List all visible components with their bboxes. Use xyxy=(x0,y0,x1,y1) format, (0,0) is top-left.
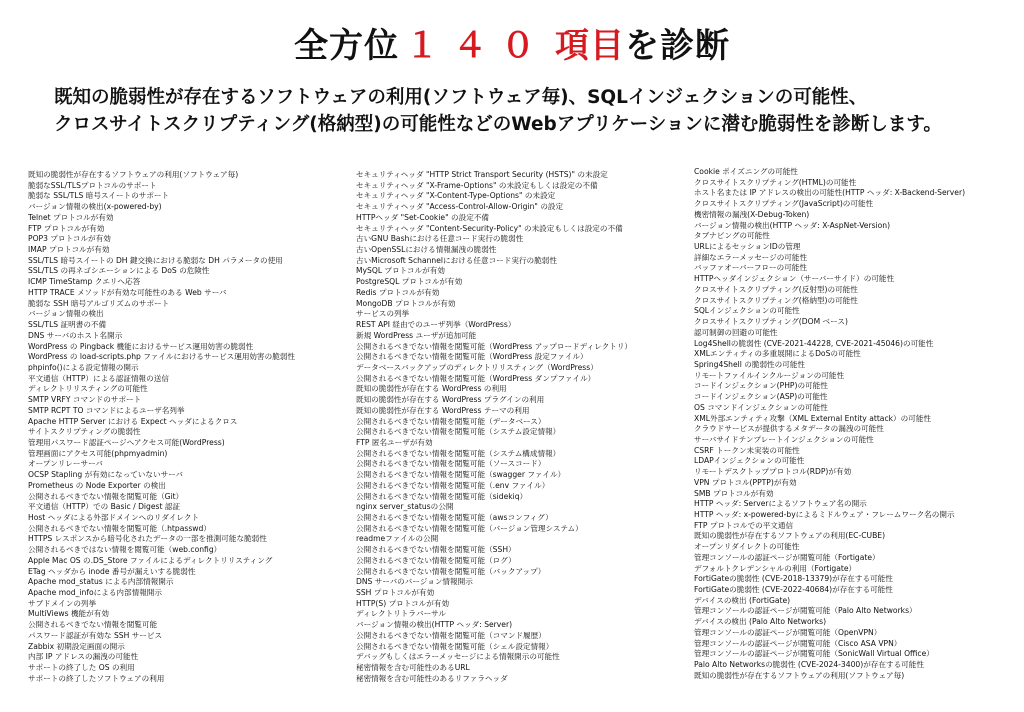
check-item: 詳細なエラーメッセージの可能性 xyxy=(694,252,808,262)
title-item-count: １４０ xyxy=(405,26,549,66)
check-item-list-column-3 xyxy=(694,167,1004,682)
check-item: 古いMicrosoft Schannelにおける任意コード実行の脆弱性 xyxy=(356,255,557,265)
check-item: readmeファイルの公開 xyxy=(356,534,439,544)
check-item: バージョン情報の検出(HTTP ヘッダ: Server) xyxy=(356,620,513,630)
check-item: デバイスの検出 (Palo Alto Networks) xyxy=(694,617,827,627)
check-item: 公開されるべきでない情報を閲覧可能（WordPress アップロードディレクトリ） xyxy=(356,341,633,351)
check-item: ディレクトリトラバーサル xyxy=(356,609,446,619)
check-item: 管理コンソールの認証ページが閲覧可能（OpenVPN） xyxy=(694,627,882,637)
check-item: オープンリレーサーバ xyxy=(28,459,103,469)
check-item: REST API 経由でのユーザ列挙（WordPress） xyxy=(356,320,516,330)
check-item: DNS サーバのバージョン情報開示 xyxy=(356,577,473,587)
check-item: サブドメインの列挙 xyxy=(28,598,97,608)
check-item: MySQL プロトコルが有効 xyxy=(356,266,445,276)
check-item: サイトスクリプティングの脆弱性 xyxy=(28,427,141,437)
check-item: 公開されるべきでない情報を閲覧可能（ソースコード） xyxy=(356,459,546,469)
check-item: 公開されるべきでない情報を閲覧可能（ログ） xyxy=(356,555,516,565)
check-item: HTTP TRACE メソッドが有効な可能性のある Web サーバ xyxy=(28,287,227,297)
check-item: Apache mod_infoによる内部情報開示 xyxy=(28,588,162,598)
check-item: Apache mod_status による内部情報開示 xyxy=(28,577,174,587)
check-item: バージョン情報の検出(HTTP ヘッダ: X-AspNet-Version) xyxy=(694,220,891,230)
check-item: 公開されるべきでない情報を閲覧可能（Git） xyxy=(28,491,184,501)
check-item: 公開されるべきでない情報を閲覧可能（コマンド履歴） xyxy=(356,630,546,640)
check-item: WordPress の Pingback 機能におけるサービス運用妨害の脆弱性 xyxy=(28,341,254,351)
check-item: 管理コンソールの認証ページが閲覧可能（Cisco ASA VPN） xyxy=(694,638,902,648)
check-item: 公開されるべきでない情報を閲覧可能（バックアップ） xyxy=(356,566,546,576)
check-item: サポートの終了したソフトウェアの利用 xyxy=(28,673,165,683)
check-item: SMB プロトコルが有効 xyxy=(694,488,774,498)
check-item: SQLインジェクションの可能性 xyxy=(694,306,800,316)
check-item: FortiGateの脆弱性 (CVE-2018-13379)が存在する可能性 xyxy=(694,574,893,584)
check-item: 既知の脆弱性が存在するソフトウェアの利用(ソフトウェア毎) xyxy=(28,170,239,179)
check-item: 公開されるべきでない情報を閲覧可能（システム構成情報） xyxy=(356,448,561,458)
check-item: クロスサイトスクリプティング(格納型)の可能性 xyxy=(694,295,858,305)
check-item: 管理用パスワード認証ページへアクセス可能(WordPress) xyxy=(28,437,225,447)
check-item: DNS サーバのホスト名開示 xyxy=(28,330,123,340)
check-item: クラウドサービスが提供するメタデータの漏洩の可能性 xyxy=(694,424,884,434)
description-line-2: クロスサイトスクリプティング(格納型)の可能性などのWebアプリケーションに潜む脆弱性を診断します。 xyxy=(54,114,942,135)
check-item: 管理コンソールの認証ページが閲覧可能（Fortigate） xyxy=(694,552,880,562)
check-item: セキュリティヘッダ "Content-Security-Policy" の未設定もしくは設定の不備 xyxy=(356,223,623,233)
description xyxy=(54,84,1014,138)
check-item: OS コマンドインジェクションの可能性 xyxy=(694,402,828,412)
check-item: オープンリダイレクトの可能性 xyxy=(694,542,800,552)
check-item: 公開されるべきではない情報を閲覧可能（web.config） xyxy=(28,545,222,555)
check-item: Palo Alto Networksの脆弱性 (CVE-2024-3400)が存在する可能性 xyxy=(694,660,924,670)
check-item: サーバサイドテンプレートインジェクションの可能性 xyxy=(694,434,874,444)
check-item: 内部 IP アドレスの漏洩の可能性 xyxy=(28,652,139,662)
title-items-word: 項目 xyxy=(555,26,625,66)
check-item: クロスサイトスクリプティング(JavaScript)の可能性 xyxy=(694,199,874,209)
check-item: XMLエンティティの多重展開によるDoSの可能性 xyxy=(694,349,861,359)
check-item: nginx server_statusの公開 xyxy=(356,502,454,512)
check-item: 公開されるべきでない情報を閲覧可能（awsコンフィグ） xyxy=(356,513,553,522)
check-item: POP3 プロトコルが有効 xyxy=(28,234,111,244)
check-item: 平文通信（HTTP）による認証情報の送信 xyxy=(28,373,169,383)
check-item: WordPress の load-scripts.php ファイルにおけるサービス運用妨害の脆弱性 xyxy=(28,352,296,362)
check-item: ICMP TimeStamp クエリへ応答 xyxy=(28,277,141,287)
check-item: 認可制御の回避の可能性 xyxy=(694,327,778,337)
check-item: バッファオーバーフローの可能性 xyxy=(694,263,807,273)
check-item: 平文通信（HTTP）での Basic / Digest 認証 xyxy=(28,502,181,512)
check-item: 秘密情報を含む可能性のあるリファラヘッダ xyxy=(356,673,508,683)
check-item: 公開されるべきでない情報を閲覧可能（.htpasswd） xyxy=(28,523,211,533)
check-item: HTTPヘッダ "Set-Cookie" の設定不備 xyxy=(356,212,489,222)
check-item: Cookie ポイズニングの可能性 xyxy=(694,167,798,176)
check-item: セキュリティヘッダ "X-Frame-Options" の未設定もしくは設定の不備 xyxy=(356,180,598,190)
check-item: MongoDB プロトコルが有効 xyxy=(356,298,456,308)
check-item: SMTP VRFY コマンドのサポート xyxy=(28,395,142,405)
title-prefix: 全方位 xyxy=(294,26,399,66)
check-item: デバイスの検出 (FortiGate) xyxy=(694,595,791,605)
check-item: パスワード認証が有効な SSH サービス xyxy=(28,630,163,640)
check-item: コードインジェクション(ASP)の可能性 xyxy=(694,392,828,402)
check-item: 既知の脆弱性が存在する WordPress の利用 xyxy=(356,384,507,394)
check-item: OCSP Stapling が有効になっていないサーバ xyxy=(28,470,183,480)
check-item: セキュリティヘッダ "Access-Control-Allow-Origin" の設定 xyxy=(356,202,564,212)
check-item: 公開されるべきでない情報を閲覧可能（データベース） xyxy=(356,416,546,426)
check-item: Apache HTTP Server における Expect ヘッダによるクロス xyxy=(28,416,238,426)
check-item: 公開されるべきでない情報を閲覧可能 xyxy=(28,620,158,630)
check-item: HTTPヘッダインジェクション（サーバーサイド）の可能性 xyxy=(694,274,895,284)
check-item: ディレクトリリスティングの可能性 xyxy=(28,384,148,394)
check-item: 新規 WordPress ユーザが追加可能 xyxy=(356,330,477,340)
check-item: クロスサイトスクリプティング(HTML)の可能性 xyxy=(694,177,857,187)
check-item: 既知の脆弱性が存在するソフトウェアの利用(EC-CUBE) xyxy=(694,531,886,541)
check-item: 脆弱な SSH 暗号アルゴリズムのサポート xyxy=(28,298,170,308)
check-item: SSL/TLS 証明書の不備 xyxy=(28,320,107,330)
check-item: 秘密情報を含む可能性のあるURL xyxy=(356,663,470,673)
check-item: 管理コンソールの認証ページが閲覧可能（SonicWall Virtual Office） xyxy=(694,649,934,659)
check-item: SMTP RCPT TO コマンドによるユーザ名列挙 xyxy=(28,405,185,415)
check-item: 管理コンソールの認証ページが閲覧可能（Palo Alto Networks） xyxy=(694,606,917,616)
check-item: URLによるセッションIDの管理 xyxy=(694,242,801,252)
check-item: 公開されるべきでない情報を閲覧可能（sidekiq） xyxy=(356,491,528,501)
check-item: リモートファイルインクルージョンの可能性 xyxy=(694,370,845,380)
check-item: データベースバックアップのディレクトリリスティング（WordPress） xyxy=(356,362,598,372)
check-item: 脆弱な SSL/TLS 暗号スイートのサポート xyxy=(28,191,170,201)
check-item: SSH プロトコルが有効 xyxy=(356,588,435,598)
check-item: FTP 匿名ユーザが有効 xyxy=(356,437,433,447)
check-item: IMAP プロトコルが有効 xyxy=(28,245,110,255)
check-item: 公開されるべきでない情報を閲覧可能（swagger ファイル） xyxy=(356,470,566,480)
check-item: CSRF トークン未実装の可能性 xyxy=(694,445,800,455)
check-item: デバッグもしくはエラーメッセージによる情報開示の可能性 xyxy=(356,652,560,662)
description-line-1: 既知の脆弱性が存在するソフトウェアの利用(ソフトウェア毎)、SQLインジェクションの可能性、 xyxy=(54,87,868,108)
check-item: FTP プロトコルが有効 xyxy=(28,223,105,233)
check-item: 既知の脆弱性が存在する WordPress プラグインの利用 xyxy=(356,395,545,405)
check-item: Spring4Shell の脆弱性の可能性 xyxy=(694,359,806,369)
check-item: サポートの終了した OS の利用 xyxy=(28,663,135,673)
check-item: 公開されるべきでない情報を閲覧可能（.env ファイル） xyxy=(356,480,550,490)
check-item: HTTP ヘッダ: Serverによるソフトウェア名の開示 xyxy=(694,499,867,509)
check-item: 公開されるべきでない情報を閲覧可能（シェル設定情報） xyxy=(356,641,554,651)
page-title xyxy=(0,18,1024,67)
check-item: Telnet プロトコルが有効 xyxy=(28,212,114,222)
check-item: デフォルトクレデンシャルの利用（Fortigate） xyxy=(694,563,857,573)
check-item: 既知の脆弱性が存在するソフトウェアの利用(ソフトウェア毎) xyxy=(694,670,905,680)
check-item: 公開されるべきでない情報を閲覧可能（WordPress 設定ファイル） xyxy=(356,352,588,362)
check-item: PostgreSQL プロトコルが有効 xyxy=(356,277,463,287)
check-item: 脆弱なSSL/TLSプロトコルのサポート xyxy=(28,180,157,190)
check-item: Zabbix 初期設定画面の開示 xyxy=(28,641,125,651)
check-item: 公開されるべきでない情報を閲覧可能（システム設定情報） xyxy=(356,427,561,437)
check-item: MultiViews 機能が有効 xyxy=(28,609,109,619)
check-item: Redis プロトコルが有効 xyxy=(356,287,440,297)
check-item: Log4Shellの脆弱性 (CVE-2021-44228, CVE-2021-45046)の可能性 xyxy=(694,338,934,348)
check-item: SSL/TLS 暗号スイートの DH 鍵交換における脆弱な DH パラメータの使用 xyxy=(28,255,283,265)
check-item: HTTP(S) プロトコルが有効 xyxy=(356,598,450,608)
check-item: クロスサイトスクリプティング(DOM ベース) xyxy=(694,317,848,327)
check-item: Prometheus の Node Exporter の検出 xyxy=(28,480,166,490)
check-item: phpinfo()による設定情報の開示 xyxy=(28,362,139,372)
check-item: 公開されるべきでない情報を閲覧可能（バージョン管理システム） xyxy=(356,523,583,533)
check-item: SSL/TLS の再ネゴシエーションによる DoS の危険性 xyxy=(28,266,210,276)
check-item: HTTPS レスポンスから暗号化されたデータの一部を推測可能な脆弱性 xyxy=(28,534,267,544)
check-item: タブナビングの可能性 xyxy=(694,231,770,241)
check-item: LDAPインジェクションの可能性 xyxy=(694,456,805,466)
check-item: 古いOpenSSLにおける情報漏洩の脆弱性 xyxy=(356,245,497,255)
title-suffix: を診断 xyxy=(625,26,730,66)
check-item: FTP プロトコルでの平文通信 xyxy=(694,520,794,530)
check-item: 機密情報の漏洩(X-Debug-Token) xyxy=(694,209,810,219)
check-item: セキュリティヘッダ "X-Content-Type-Options" の未設定 xyxy=(356,191,556,201)
check-item: VPN プロトコル(PPTP)が有効 xyxy=(694,477,797,487)
check-item: サービスの列挙 xyxy=(356,309,410,319)
check-item: FortiGateの脆弱性 (CVE-2022-40684)が存在する可能性 xyxy=(694,585,893,595)
check-item: 古いGNU Bashにおける任意コード実行の脆弱性 xyxy=(356,234,524,244)
check-item: Host ヘッダによる外部ドメインへのリダイレクト xyxy=(28,513,200,522)
check-item: クロスサイトスクリプティング(反射型)の可能性 xyxy=(694,284,858,294)
check-item: ETag ヘッダから inode 番号が漏えいする脆弱性 xyxy=(28,566,196,576)
check-item-list-column-1 xyxy=(28,170,328,685)
check-item: コードインジェクション(PHP)の可能性 xyxy=(694,381,828,391)
check-item: 公開されるべきでない情報を閲覧可能（WordPress ダンプファイル） xyxy=(356,373,596,383)
check-item-list-column-2 xyxy=(356,170,676,685)
check-item: 管理画面にアクセス可能(phpmyadmin) xyxy=(28,448,168,458)
check-item: リモートデスクトッププロトコル(RDP)が有効 xyxy=(694,467,852,477)
check-item: XML外部エンティティ攻撃（XML External Entity attack）の可能性 xyxy=(694,413,932,423)
check-item: 既知の脆弱性が存在する WordPress テーマの利用 xyxy=(356,405,530,415)
check-item: セキュリティヘッダ "HTTP Strict Transport Security (HSTS)" の未設定 xyxy=(356,170,608,179)
check-item: バージョン情報の検出 xyxy=(28,309,104,319)
check-item: HTTP ヘッダ: x-powered-byによるミドルウェア・フレームワーク名の開示 xyxy=(694,510,955,519)
check-item: Apple Mac OS の.DS_Store ファイルによるディレクトリリスティング xyxy=(28,555,273,565)
check-item: バージョン情報の検出(x-powered-by) xyxy=(28,202,162,212)
check-item: ホスト名または IP アドレスの検出の可能性(HTTP ヘッダ: X-Backend-Server) xyxy=(694,188,966,198)
check-item: 公開されるべきでない情報を閲覧可能（SSH） xyxy=(356,545,516,555)
